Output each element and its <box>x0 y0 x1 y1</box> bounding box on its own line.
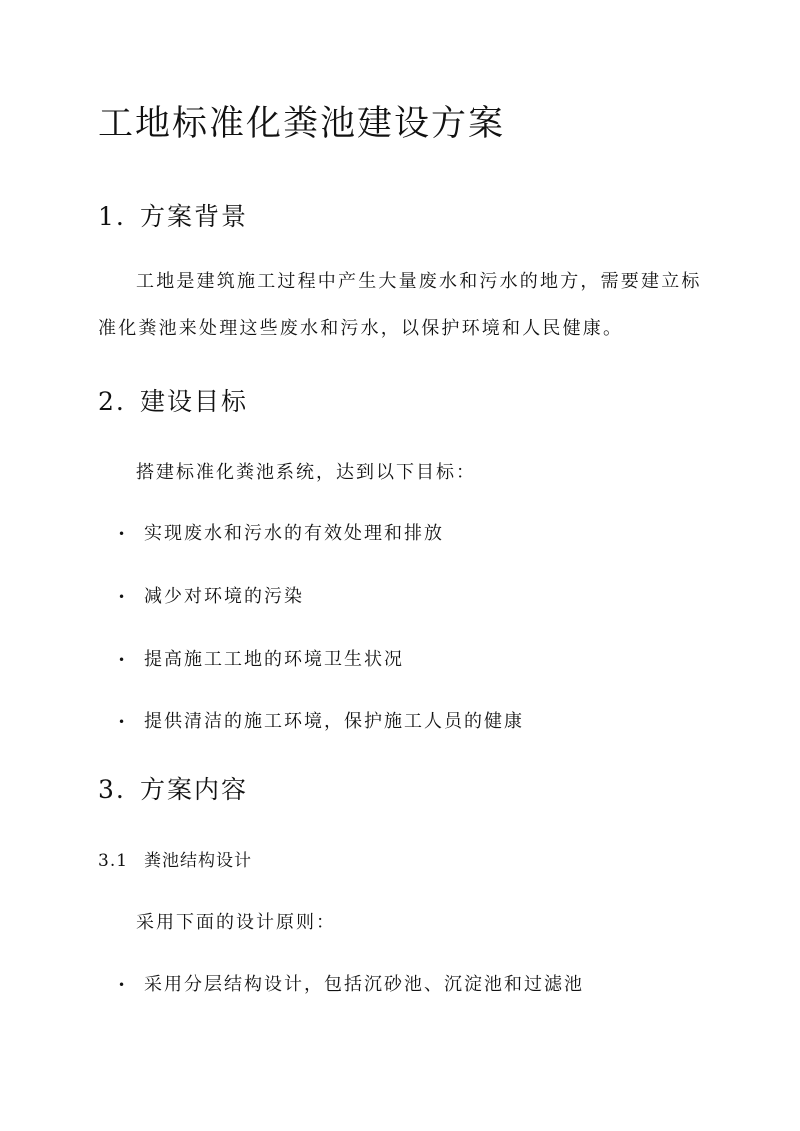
section-number: 3. <box>98 775 126 804</box>
section-title: 方案背景 <box>140 202 249 231</box>
bullet-icon: • <box>118 527 128 541</box>
section-number: 1. <box>98 202 126 231</box>
list-item <box>118 582 304 608</box>
list-item <box>118 707 524 733</box>
list-item-text: 采用分层结构设计，包括沉砂池、沉淀池和过滤池 <box>144 974 584 995</box>
list-item-text: 实现废水和污水的有效处理和排放 <box>144 523 444 544</box>
list-item <box>118 970 584 996</box>
subsection-heading <box>98 846 252 871</box>
section-heading-3 <box>98 770 248 806</box>
section-title: 方案内容 <box>140 775 249 804</box>
section-title: 建设目标 <box>140 387 249 416</box>
list-item-text: 提供清洁的施工环境，保护施工人员的健康 <box>144 711 524 732</box>
subsection-lead: 采用下面的设计原则： <box>136 912 336 933</box>
section-heading-1 <box>98 197 248 233</box>
list-item-text: 减少对环境的污染 <box>144 586 304 607</box>
list-item <box>118 519 444 545</box>
bullet-icon: • <box>118 653 128 667</box>
bullet-icon: • <box>118 590 128 604</box>
subsection-title: 粪池结构设计 <box>144 851 252 871</box>
bullet-icon: • <box>118 978 128 992</box>
subsection-number: 3.1 <box>98 851 129 871</box>
section-paragraph: 工地是建筑施工过程中产生大量废水和污水的地方，需要建立标准化粪池来处理这些废水和污水，以保护环境和人民健康。 <box>98 271 702 339</box>
list-item-text: 提高施工工地的环境卫生状况 <box>144 649 404 670</box>
list-item <box>118 645 404 671</box>
section-number: 2. <box>98 387 126 416</box>
section-lead: 搭建标准化粪池系统，达到以下目标： <box>136 462 476 483</box>
section-heading-2 <box>98 382 248 418</box>
bullet-icon: • <box>118 715 128 729</box>
document-title: 工地标准化粪池建设方案 <box>98 104 506 144</box>
